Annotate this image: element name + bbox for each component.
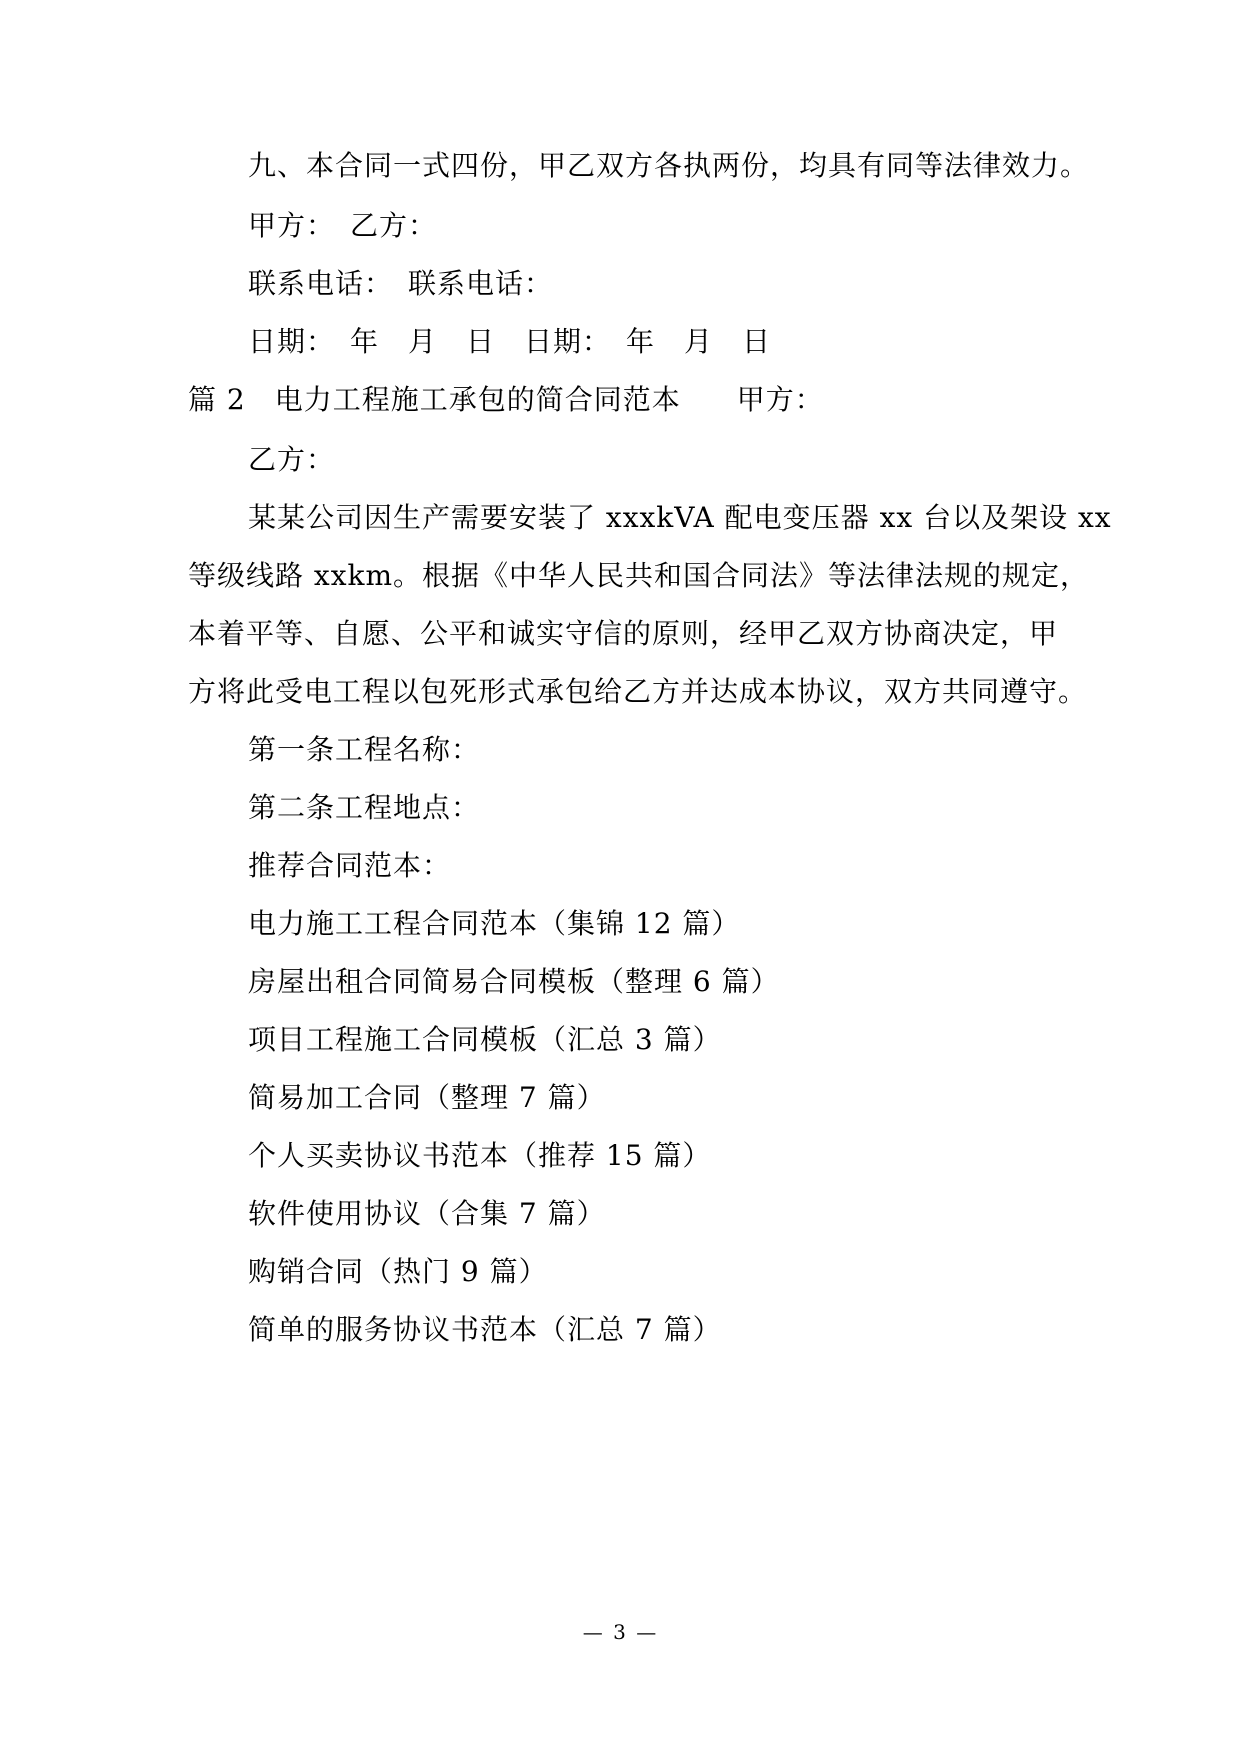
party-b-label: 乙方： [248, 443, 336, 476]
date-line: 日期： 年 月 日 日期： 年 月 日 [248, 325, 772, 358]
recommended-link[interactable]: 简易加工合同（整理 7 篇） [248, 1081, 606, 1114]
paragraph-line: 方将此受电工程以包死形式承包给乙方并达成本协议，双方共同遵守。 [188, 675, 1088, 708]
recommended-link[interactable]: 项目工程施工合同模板（汇总 3 篇） [248, 1023, 722, 1056]
recommended-link[interactable]: 购销合同（热门 9 篇） [248, 1255, 548, 1288]
recommended-link[interactable]: 软件使用协议（合集 7 篇） [248, 1197, 606, 1230]
paragraph-line: 等级线路 xxkm。根据《中华人民共和国合同法》等法律法规的规定， [188, 559, 1090, 592]
page-number: — 3 — [582, 1620, 659, 1644]
article-one: 第一条工程名称： [248, 733, 481, 766]
article-two: 第二条工程地点： [248, 791, 481, 824]
paragraph-line: 本着平等、自愿、公平和诚实守信的原则，经甲乙双方协商决定，甲 [188, 617, 1059, 650]
recommended-link[interactable]: 简单的服务协议书范本（汇总 7 篇） [248, 1313, 722, 1346]
recommended-link[interactable]: 电力施工工程合同范本（集锦 12 篇） [248, 907, 741, 940]
party-a-label: 甲方： [736, 383, 824, 416]
recommended-link[interactable]: 房屋出租合同简易合同模板（整理 6 篇） [248, 965, 780, 998]
section-title: 篇 2 电力工程施工承包的简合同范本 [188, 383, 681, 416]
clause-nine: 九、本合同一式四份，甲乙双方各执两份，均具有同等法律效力。 [248, 149, 1090, 182]
contact-phone-line: 联系电话： 联系电话： [248, 267, 554, 300]
recommended-heading: 推荐合同范本： [248, 849, 452, 882]
paragraph-line: 某某公司因生产需要安装了 xxxkVA 配电变压器 xx 台以及架设 xx [248, 501, 1112, 534]
signature-parties: 甲方： 乙方： [248, 209, 438, 242]
section-heading [188, 383, 824, 416]
recommended-link[interactable]: 个人买卖协议书范本（推荐 15 篇） [248, 1139, 712, 1172]
